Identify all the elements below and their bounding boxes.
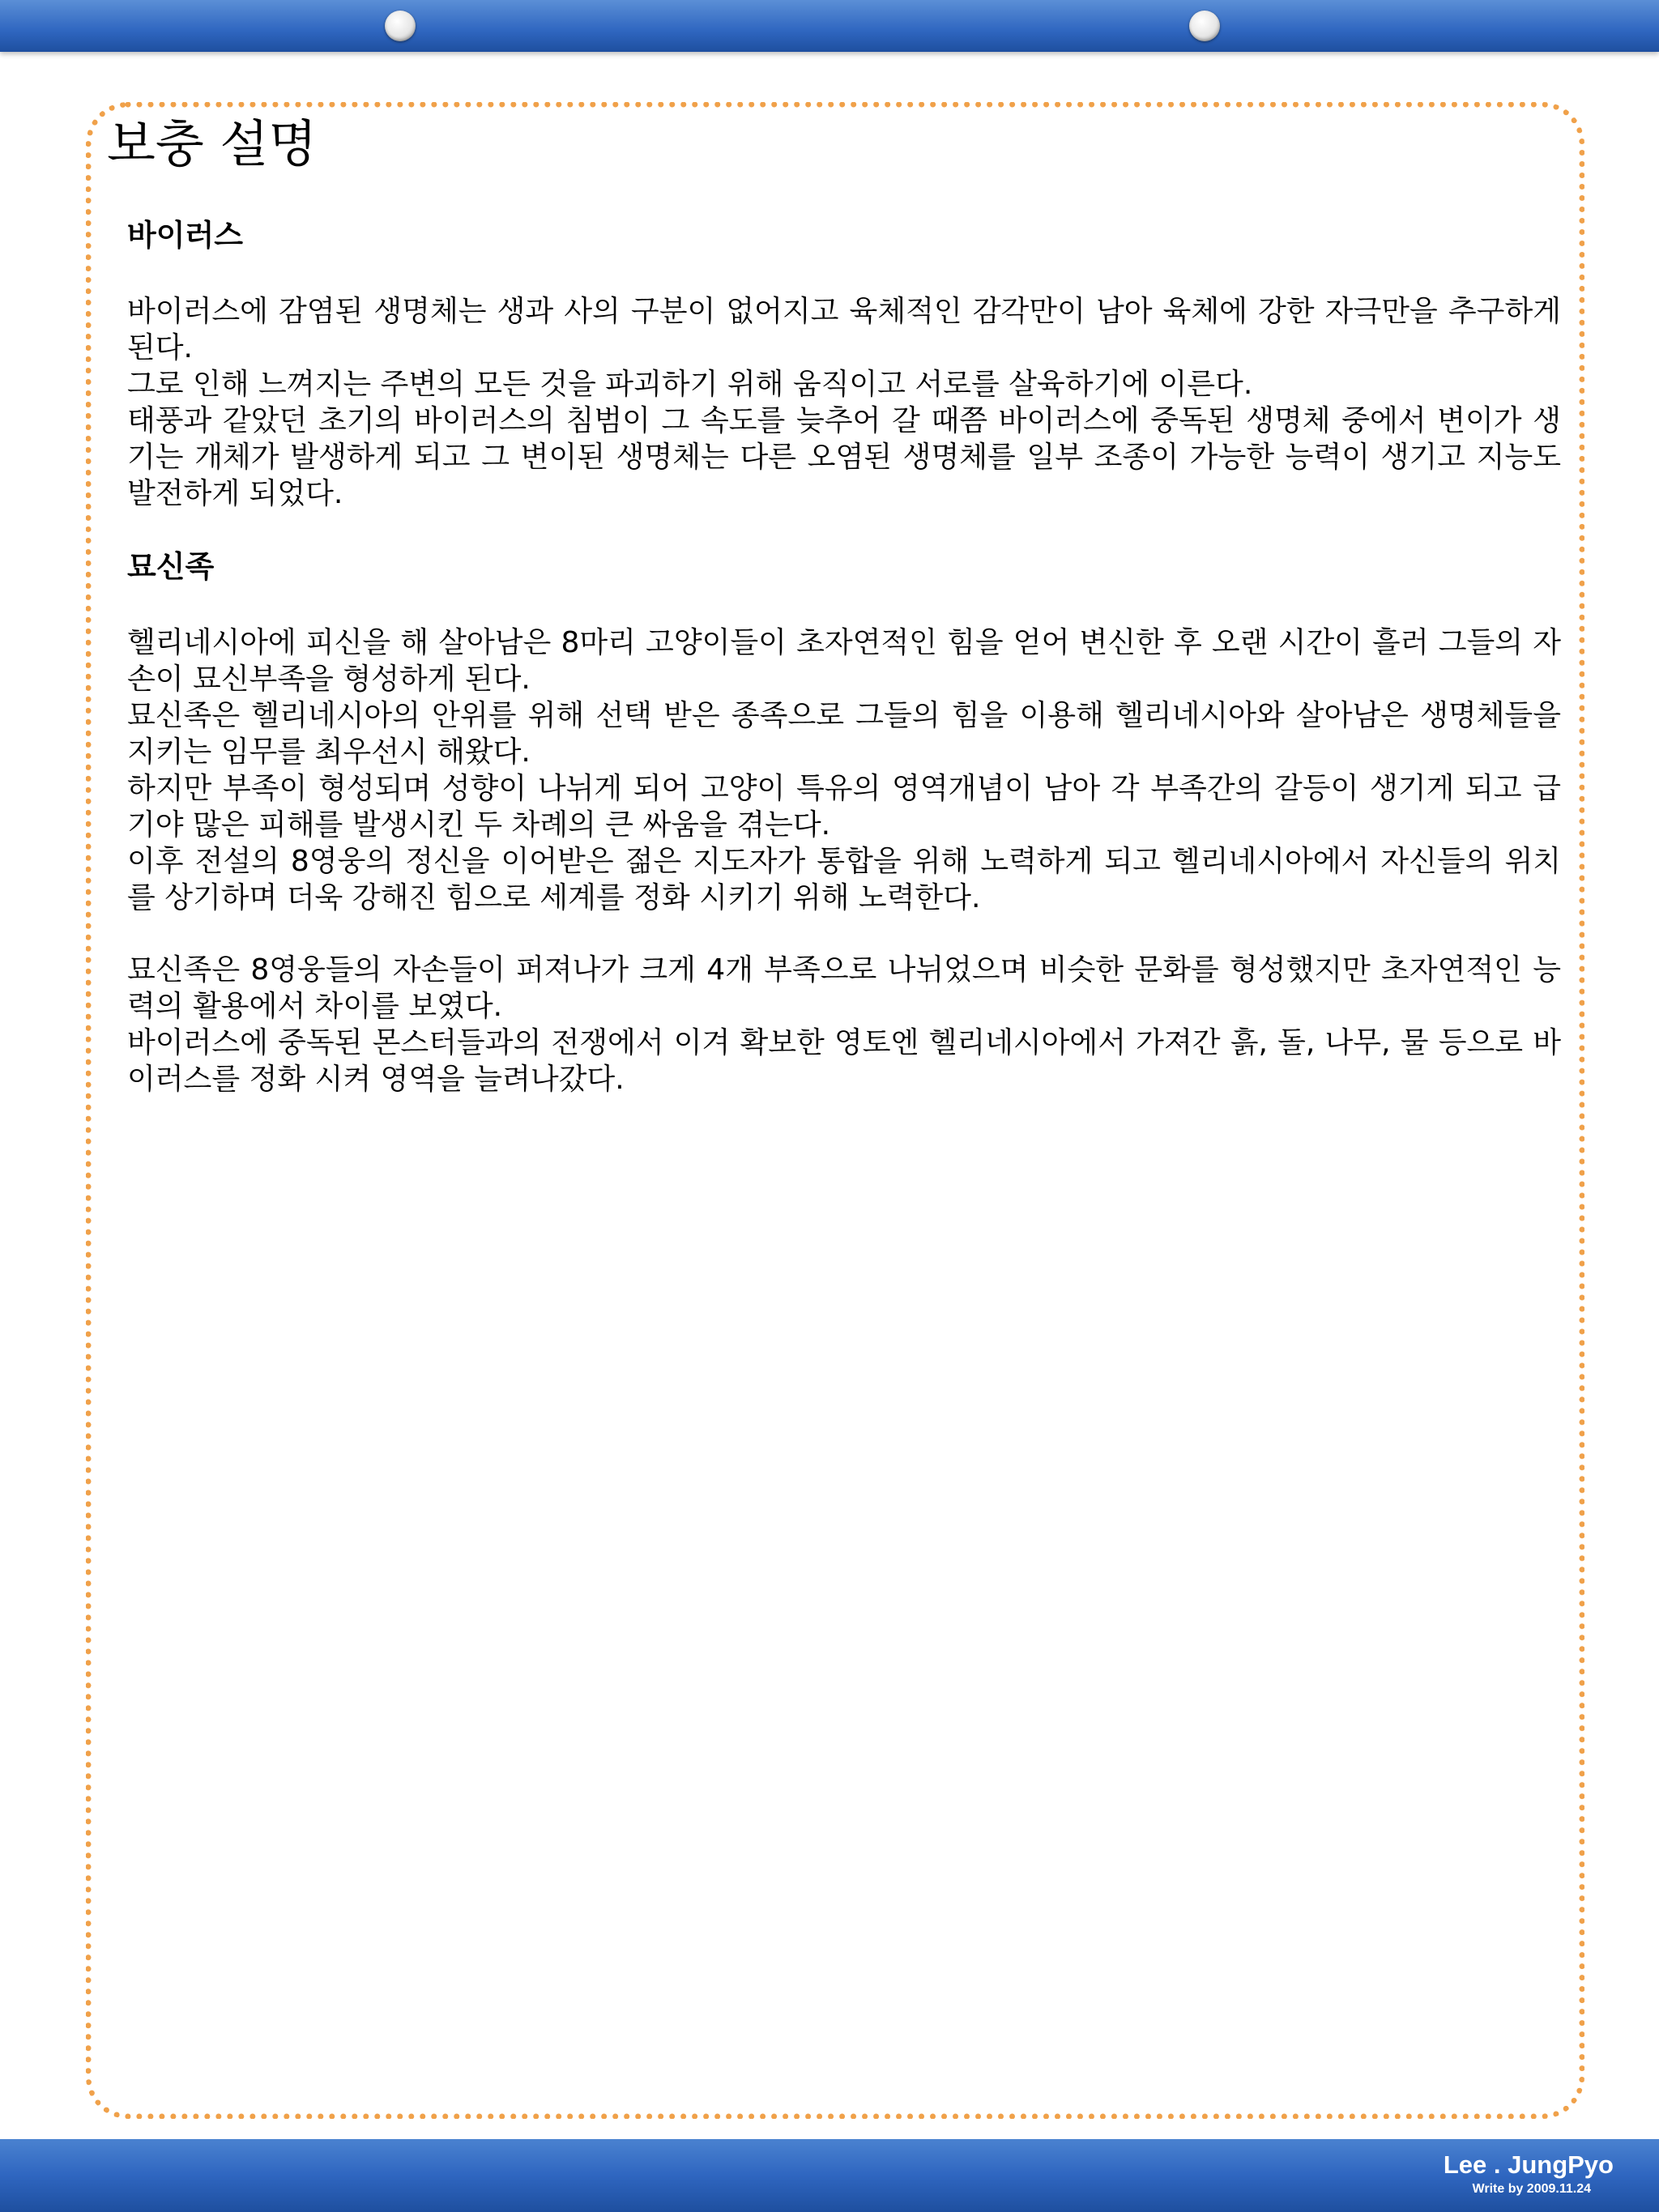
- paragraph: 묘신족은 헬리네시아의 안위를 위해 선택 받은 종족으로 그들의 힘을 이용해 헬리네시아와 살아남은 생명체들을 지키는 임무를 최우선시 해왔다.: [127, 699, 1561, 769]
- paragraph-group: [127, 624, 1561, 916]
- written-date: Write by 2009.11.24: [1472, 2182, 1591, 2196]
- bottom-band: [0, 2139, 1659, 2212]
- section-heading-myosin-tribe: 묘신족: [127, 549, 215, 584]
- page-title: 보충 설명: [107, 114, 318, 173]
- paragraph-group: [127, 952, 1561, 1097]
- binder-ring-hole-left: [385, 11, 416, 41]
- paragraph: 하지만 부족이 형성되며 성향이 나뉘게 되어 고양이 특유의 영역개념이 남아 각 부족간의 갈등이 생기게 되고 급기야 많은 피해를 발생시킨 두 차례의 큰 싸움을 겪는다.: [127, 772, 1561, 842]
- top-binder-band: [0, 0, 1659, 52]
- paragraph: 묘신족은 8영웅들의 자손들이 퍼져나가 크게 4개 부족으로 나뉘었으며 비슷한 문화를 형성했지만 초자연적인 능력의 활용에서 차이를 보였다.: [127, 953, 1561, 1023]
- paragraph: 헬리네시아에 피신을 해 살아남은 8마리 고양이들이 초자연적인 힘을 얻어 변신한 후 오랜 시간이 흘러 그들의 자손이 묘신부족을 형성하게 된다.: [127, 626, 1561, 696]
- section-myosin-tribe: [127, 548, 1561, 1097]
- paragraph: 그로 인해 느껴지는 주변의 모든 것을 파괴하기 위해 움직이고 서로를 살육하기에 이른다.: [127, 368, 1253, 401]
- paragraph: 태풍과 같았던 초기의 바이러스의 침범이 그 속도를 늦추어 갈 때쯤 바이러스에 중독된 생명체 중에서 변이가 생기는 개체가 발생하게 되고 그 변이된 생명체는 다른 오염된 생명체를 일부 조종이 가능한 능력이 생기고 지능도 발전하게 되었다.: [127, 404, 1561, 510]
- author-name: Lee . JungPyo: [1443, 2150, 1614, 2179]
- content-area: [127, 217, 1561, 1133]
- section-heading-virus: 바이러스: [127, 218, 243, 253]
- paragraph: 바이러스에 중독된 몬스터들과의 전쟁에서 이겨 확보한 영토엔 헬리네시아에서 가져간 흙, 돌, 나무, 물 등으로 바이러스를 정화 시켜 영역을 늘려나갔다.: [127, 1026, 1561, 1096]
- paragraph: 바이러스에 감염된 생명체는 생과 사의 구분이 없어지고 육체적인 감각만이 남아 육체에 강한 자극만을 추구하게 된다.: [127, 295, 1561, 364]
- section-virus: [127, 217, 1561, 512]
- paragraph: 이후 전설의 8영웅의 정신을 이어받은 젊은 지도자가 통합을 위해 노력하게 되고 헬리네시아에서 자신들의 위치를 상기하며 더욱 강해진 힘으로 세계를 정화 시키기 위해 노력한다.: [127, 845, 1561, 914]
- binder-ring-hole-right: [1189, 11, 1220, 41]
